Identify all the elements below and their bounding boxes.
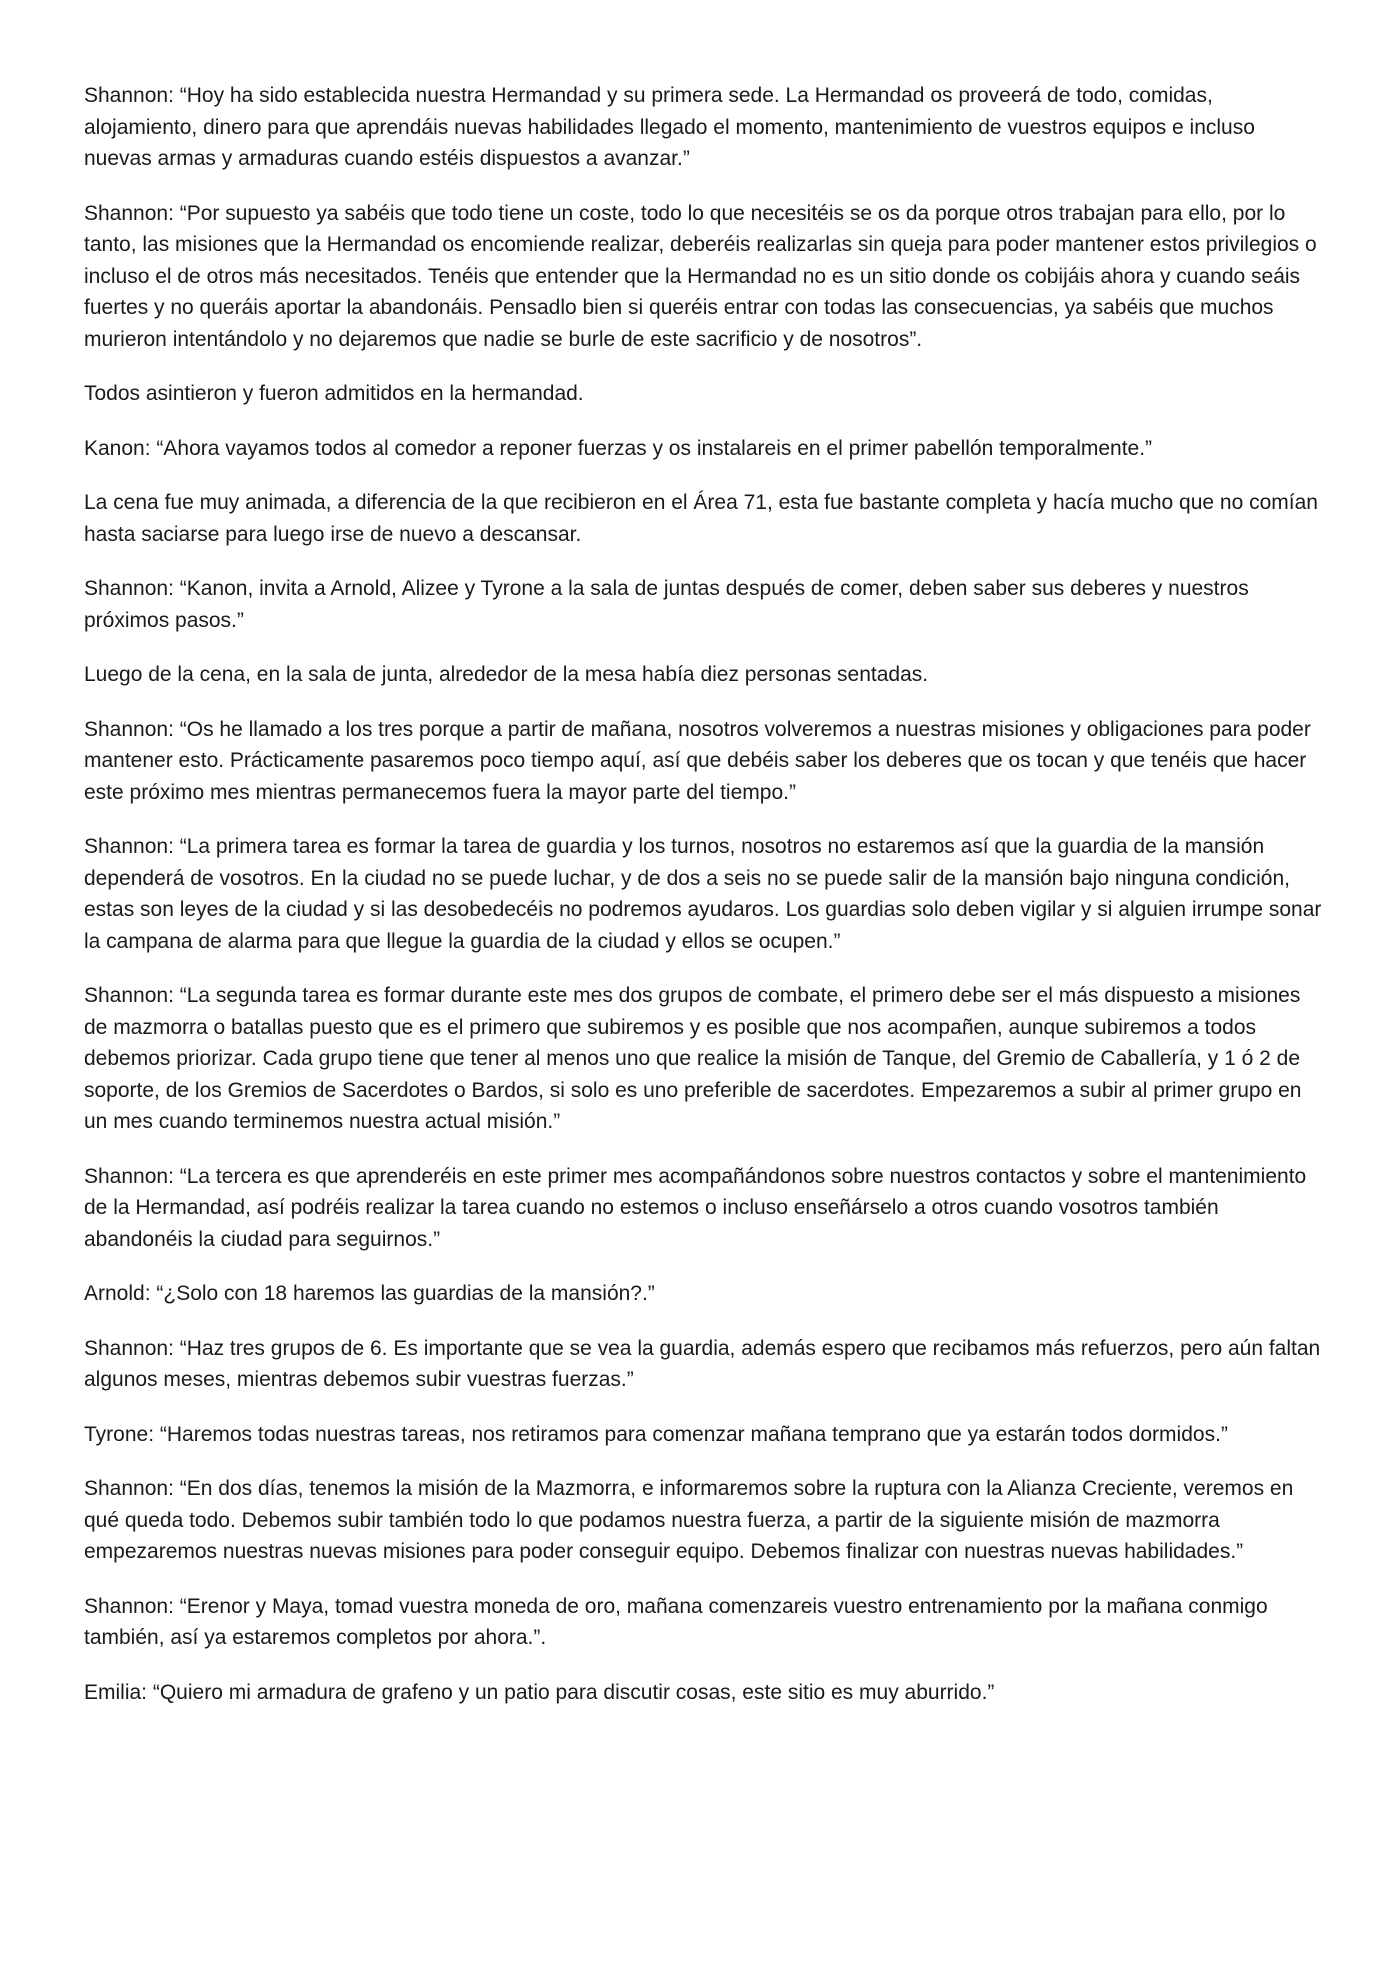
paragraph-12: Arnold: “¿Solo con 18 haremos las guardias de la mansión?.”	[84, 1282, 655, 1305]
paragraph-1: Shannon: “Hoy ha sido establecida nuestra Hermandad y su primera sede. La Hermandad os proveerá de todo, comidas, alojamiento, dinero para que aprendáis nuevas habilidades llegado el momento, mantenimiento de vuestros equipos e incluso nuevas armas y armaduras cuando estéis dispuestos a avanzar.”	[84, 84, 1255, 170]
paragraph-13: Shannon: “Haz tres grupos de 6. Es importante que se vea la guardia, además espero que recibamos más refuerzos, pero aún faltan algunos meses, mientras debemos subir vuestras fuerzas.”	[84, 1336, 1321, 1391]
paragraph-10: Shannon: “La segunda tarea es formar durante este mes dos grupos de combate, el primero debe ser el más dispuesto a misiones de mazmorra o batallas puesto que es el primero que subiremos y es posible que nos acompañen, aunque subiremos a todos debemos priorizar. Cada grupo tiene que tener al menos uno que realice la misión de Tanque, del Gremio de Caballería, y 1 ó 2 de soporte, de los Gremios de Sacerdotes o Bardos, si solo es uno preferible de sacerdotes. Empezaremos a subir al primer grupo en un mes cuando terminemos nuestra actual misión.”	[84, 984, 1302, 1133]
paragraph-2: Shannon: “Por supuesto ya sabéis que todo tiene un coste, todo lo que necesitéis se os da porque otros trabajan para ello, por lo tanto, las misiones que la Hermandad os encomiende realizar, deberéis realizarlas sin queja para poder mantener estos privilegios o incluso el de otros más necesitados. Tenéis que entender que la Hermandad no es un sitio donde os cobijáis ahora y cuando seáis fuertes y no queráis aportar la abandonáis. Pensadlo bien si queréis entrar con todas las consecuencias, ya sabéis que muchos murieron intentándolo y no dejaremos que nadie se burle de este sacrificio y de nosotros”.	[84, 201, 1317, 351]
paragraph-3: Todos asintieron y fueron admitidos en la hermandad.	[84, 382, 584, 405]
document-body	[84, 80, 1324, 1731]
paragraph-4: Kanon: “Ahora vayamos todos al comedor a reponer fuerzas y os instalareis en el primer pabellón temporalmente.”	[84, 436, 1153, 460]
paragraph-17: Emilia: “Quiero mi armadura de grafeno y un patio para discutir cosas, este sitio es muy aburrido.”	[84, 1680, 995, 1704]
paragraph-8: Shannon: “Os he llamado a los tres porque a partir de mañana, nosotros volveremos a nuestras misiones y obligaciones para poder mantener esto. Prácticamente pasaremos poco tiempo aquí, así que debéis saber los deberes que os tocan y que tenéis que hacer este próximo mes mientras permanecemos fuera la mayor parte del tiempo.”	[84, 717, 1311, 804]
paragraph-15: Shannon: “En dos días, tenemos la misión de la Mazmorra, e informaremos sobre la ruptura con la Alianza Creciente, veremos en qué queda todo. Debemos subir también todo lo que podamos nuestra fuerza, a partir de la siguiente misión de mazmorra empezaremos nuestras nuevas misiones para poder conseguir equipo. Debemos finalizar con nuestras nuevas habilidades.”	[84, 1477, 1294, 1563]
paragraph-7: Luego de la cena, en la sala de junta, alrededor de la mesa había diez personas sentadas.	[84, 663, 929, 686]
paragraph-14: Tyrone: “Haremos todas nuestras tareas, nos retiramos para comenzar mañana temprano que ya estarán todos dormidos.”	[84, 1422, 1228, 1446]
paragraph-6: Shannon: “Kanon, invita a Arnold, Alizee y Tyrone a la sala de juntas después de comer, deben saber sus deberes y nuestros próximos pasos.”	[84, 577, 1249, 632]
paragraph-16: Shannon: “Erenor y Maya, tomad vuestra moneda de oro, mañana comenzareis vuestro entrenamiento por la mañana conmigo también, así ya estaremos completos por ahora.”.	[84, 1594, 1268, 1649]
paragraph-5: La cena fue muy animada, a diferencia de la que recibieron en el Área 71, esta fue bastante completa y hacía mucho que no comían hasta saciarse para luego irse de nuevo a descansar.	[84, 491, 1318, 546]
paragraph-9: Shannon: “La primera tarea es formar la tarea de guardia y los turnos, nosotros no estaremos así que la guardia de la mansión dependerá de vosotros. En la ciudad no se puede luchar, y de dos a seis no se puede salir de la mansión bajo ninguna condición, estas son leyes de la ciudad y si las desobedecéis no podremos ayudaros. Los guardias solo deben vigilar y si alguien irrumpe sonar la campana de alarma para que llegue la guardia de la ciudad y ellos se ocupen.”	[84, 835, 1322, 953]
paragraph-11: Shannon: “La tercera es que aprenderéis en este primer mes acompañándonos sobre nuestros contactos y sobre el mantenimiento de la Hermandad, así podréis realizar la tarea cuando no estemos o incluso enseñárselo a otros cuando vosotros también abandonéis la ciudad para seguirnos.”	[84, 1164, 1307, 1251]
